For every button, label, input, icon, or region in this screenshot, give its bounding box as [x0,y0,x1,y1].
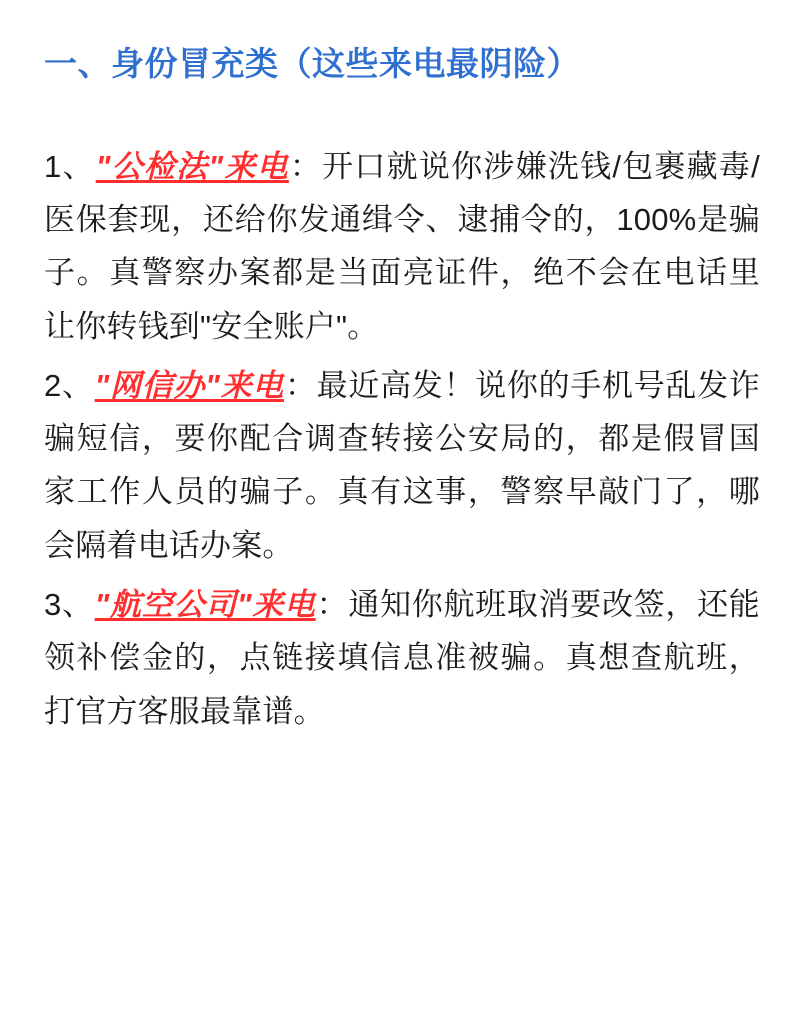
list-item [44,359,760,572]
list-item-text: ：通知你航班取消要改签，还能领补偿金的，点链接填信息准被骗。真想查航班，打官方客服最靠谱。 [44,587,760,729]
list-item-highlight: "航空公司"来电 [94,587,316,623]
list-item-highlight: "公检法"来电 [95,148,289,184]
list-item [44,140,760,353]
list-item-text: ：最近高发！说你的手机号乱发诈骗短信，要你配合调查转接公安局的，都是假冒国家工作人员的骗子。真有这事，警察早敲门了，哪会隔着电话办案。 [44,367,761,563]
list-item-number: 2、 [44,367,94,403]
list-item-highlight: "网信办"来电 [94,367,284,403]
list-item-number: 1、 [44,148,95,184]
list-item-text: ：开口就说你涉嫌洗钱/包裹藏毒/医保套现，还给你发通缉令、逮捕令的，100%是骗子。真警察办案都是当面亮证件，绝不会在电话里让你转钱到"安全账户"。 [44,148,760,344]
list-item [44,578,760,738]
document-body [44,140,760,738]
list-item-number: 3、 [44,587,94,623]
page-title: 一、身份冒充类（这些来电最阴险） [44,45,580,82]
